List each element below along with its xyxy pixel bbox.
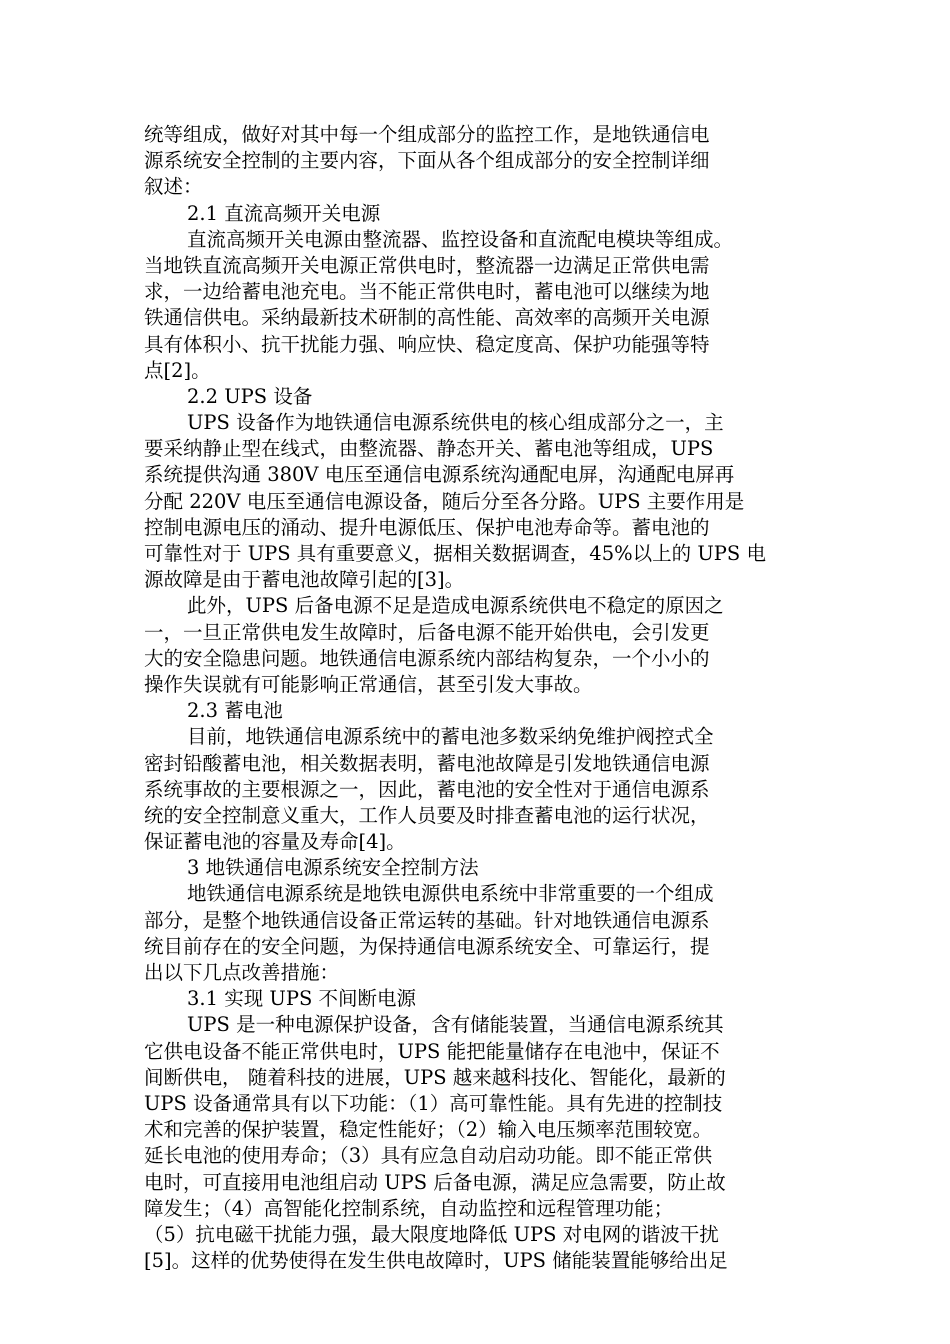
text-line: 大的安全隐患问题。地铁通信电源系统内部结构复杂，一个小小的 — [144, 646, 710, 670]
text-line: 统的安全控制意义重大，工作人员要及时排查蓄电池的运行状况， — [144, 803, 710, 827]
text-line: 求，一边给蓄电池充电。当不能正常供电时，蓄电池可以继续为地 — [144, 280, 710, 304]
text-line: 源故障是由于蓄电池故障引起的[3]。 — [144, 568, 465, 592]
text-line: 铁通信供电。采纳最新技术研制的高性能、高效率的高频开关电源 — [144, 306, 710, 330]
text-line: 系统事故的主要根源之一，因此，蓄电池的安全性对于通信电源系 — [144, 777, 710, 801]
text-line: 间断供电， 随着科技的进展，UPS 越来越科技化、智能化，最新的 — [144, 1065, 726, 1089]
section-heading: 2.3 蓄电池 — [187, 699, 283, 723]
text-line: 系统提供沟通 380V 电压至通信电源系统沟通配电屏，沟通配电屏再 — [144, 463, 735, 487]
text-line: 统目前存在的安全问题，为保持通信电源系统安全、可靠运行，提 — [144, 934, 710, 958]
document-body — [144, 122, 806, 1274]
text-line: 当地铁直流高频开关电源正常供电时，整流器一边满足正常供电需 — [144, 253, 710, 277]
text-line: 直流高频开关电源由整流器、监控设备和直流配电模块等组成。 — [187, 227, 734, 251]
text-line: 要采纳静止型在线式，由整流器、静态开关、蓄电池等组成，UPS — [144, 437, 714, 461]
text-line: UPS 设备作为地铁通信电源系统供电的核心组成部分之一，主 — [187, 411, 724, 435]
text-line: 保证蓄电池的容量及寿命[4]。 — [144, 830, 406, 854]
text-line: 具有体积小、抗干扰能力强、响应快、稳定度高、保护功能强等特 — [144, 332, 710, 356]
text-line: UPS 是一种电源保护设备，含有储能装置，当通信电源系统其 — [187, 1013, 724, 1037]
text-line: 部分，是整个地铁通信设备正常运转的基础。针对地铁通信电源系 — [144, 908, 710, 932]
text-line: 控制电源电压的涌动、提升电源低压、保护电池寿命等。蓄电池的 — [144, 515, 710, 539]
section-heading: 3 地铁通信电源系统安全控制方法 — [187, 856, 479, 880]
text-line: 源系统安全控制的主要内容，下面从各个组成部分的安全控制详细 — [144, 149, 710, 173]
text-line: 术和完善的保护装置，稳定性能好；（2）输入电压频率范围较宽。 — [144, 1118, 713, 1142]
section-heading: 2.2 UPS 设备 — [187, 384, 313, 408]
text-line: UPS 设备通常具有以下功能：（1）高可靠性能。具有先进的控制技 — [144, 1091, 723, 1115]
text-line: 密封铅酸蓄电池，相关数据表明，蓄电池故障是引发地铁通信电源 — [144, 751, 710, 775]
text-line: [5]。这样的优势使得在发生供电故障时，UPS 储能装置能够给出足 — [144, 1249, 728, 1273]
text-line: 操作失误就有可能影响正常通信，甚至引发大事故。 — [144, 672, 593, 696]
text-line: 一，一旦正常供电发生故障时，后备电源不能开始供电，会引发更 — [144, 620, 710, 644]
text-line: 出以下几点改善措施： — [144, 961, 340, 984]
text-line: 它供电设备不能正常供电时，UPS 能把能量储存在电池中，保证不 — [144, 1039, 720, 1063]
text-line: 点[2]。 — [144, 358, 211, 382]
text-line: 可靠性对于 UPS 具有重要意义，据相关数据调查，45%以上的 UPS 电 — [144, 542, 766, 565]
text-line: 目前，地铁通信电源系统中的蓄电池多数采纳免维护阀控式全 — [187, 725, 714, 749]
text-line: 障发生；（4）高智能化控制系统，自动监控和远程管理功能； — [144, 1196, 674, 1220]
text-line: 电时，可直接用电池组启动 UPS 后备电源，满足应急需要，防止故 — [144, 1170, 726, 1194]
text-line: 此外，UPS 后备电源不足是造成电源系统供电不稳定的原因之 — [187, 594, 724, 618]
text-line: 延长电池的使用寿命；（3）具有应急自动启动功能。即不能正常供 — [144, 1144, 713, 1168]
section-heading: 2.1 直流高频开关电源 — [187, 201, 381, 225]
section-heading: 3.1 实现 UPS 不间断电源 — [187, 987, 417, 1011]
text-line: 分配 220V 电压至通信电源设备，随后分至各分路。UPS 主要作用是 — [144, 489, 745, 513]
text-line: （5）抗电磁干扰能力强，最大限度地降低 UPS 对电网的谐波干扰 — [144, 1222, 719, 1246]
text-line: 统等组成，做好对其中每一个组成部分的监控工作，是地铁通信电 — [144, 123, 710, 146]
text-line: 叙述： — [144, 175, 203, 199]
text-line: 地铁通信电源系统是地铁电源供电系统中非常重要的一个组成 — [187, 882, 714, 906]
